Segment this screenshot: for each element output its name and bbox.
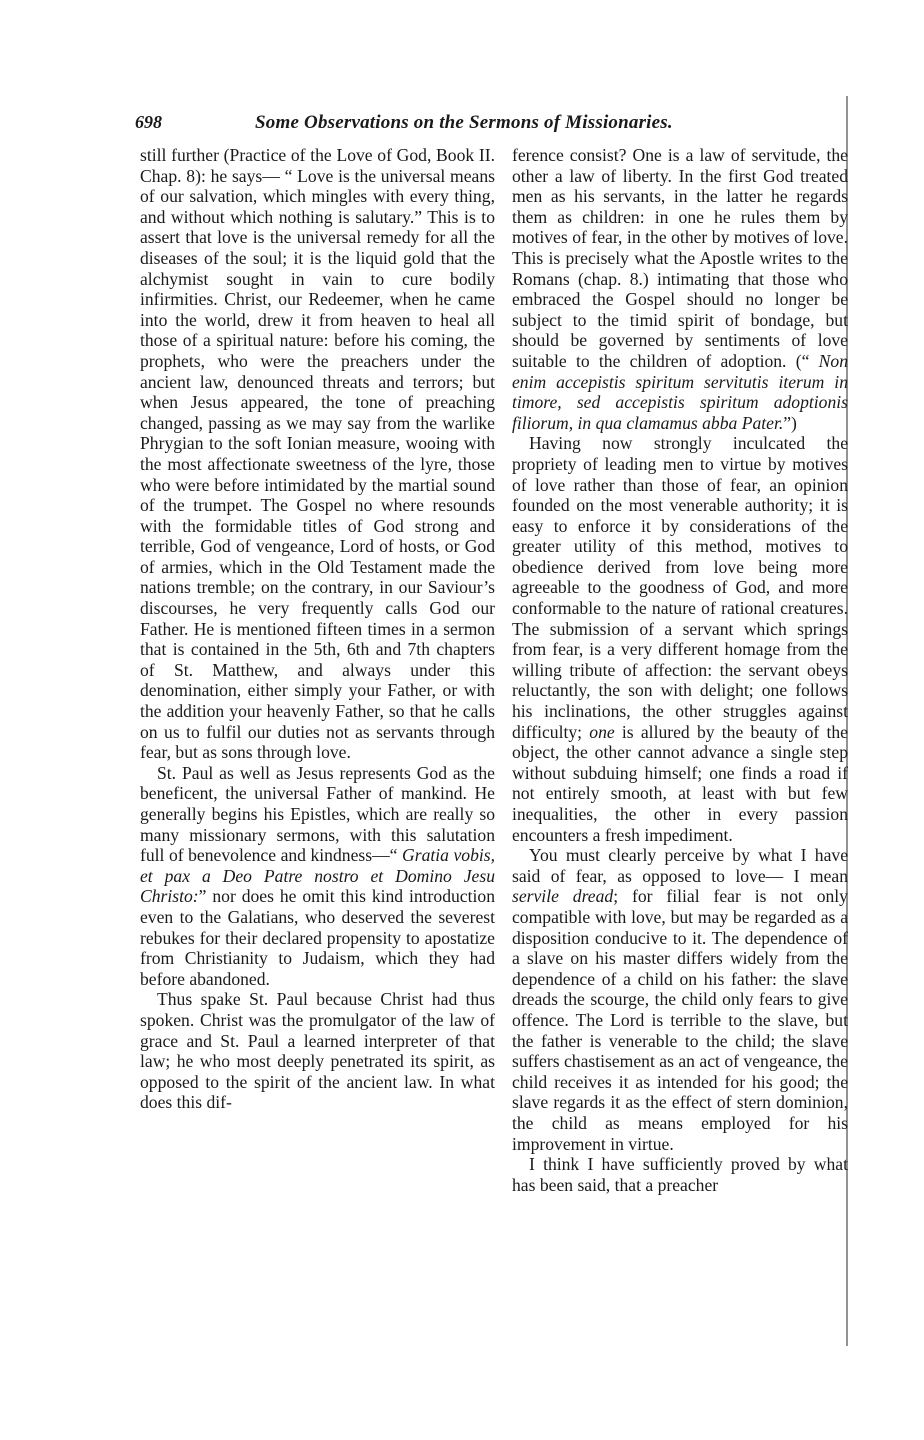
paragraph (512, 433, 848, 845)
page-header (135, 112, 855, 142)
paragraph-text: St. Paul as well as Jesus represents God as the beneficent, the universal Father of mankind. He generally begins his Epistles, which are really so many missionary sermons, with this salutation full of benevolence and kindness—“ (140, 762, 495, 866)
paragraph (512, 845, 848, 1154)
paragraph-text: is allured by the beauty of the object, the other cannot advance a single step without subduing himself; one finds a road if not entirely smooth, at least with but few inequalities, the other in every passion encounters a fresh impediment. (512, 721, 848, 845)
page-number: 698 (135, 112, 162, 132)
paragraph-text: You must clearly perceive by what I have said of fear, as opposed to love— I mean (512, 845, 848, 886)
paragraph (512, 145, 848, 433)
right-column (512, 145, 848, 1195)
emphasis: one (589, 721, 615, 742)
running-title: Some Observations on the Sermons of Missionaries. (255, 112, 673, 133)
paragraph: still further (Practice of the Love of God, Book II. Chap. 8): he says— “ Love is the universal means of our salvation, which mingles with every thing, and without which nothing is salutary.” This is to assert that love is the universal remedy for all the diseases of the soul; it is the liquid gold that the alchymist sought in vain to cure bodily infirmities. Christ, our Redeemer, when he came into the world, drew it from heaven to heal all those of a spiritual nature: before his coming, the prophets, who were the preachers under the ancient law, denounced threats and terrors; but when Jesus appeared, the tone of preaching changed, passing as we may say from the warlike Phrygian to the soft Ionian measure, wooing with the most affectionate sweetness of the lyre, those who were before intimidated by the martial sound of the trumpet. The Gospel no where resounds with the formidable titles of God strong and terrible, God of vengeance, Lord of hosts, or God of armies, which in the Old Testament made the nations tremble; on the contrary, in our Saviour’s discourses, he very frequently calls God our Father. He is mentioned fifteen times in a sermon that is contained in the 5th, 6th and 7th chapters of St. Matthew, and always under this denomination, either simply your Father, or with the addition your heavenly Father, so that he calls on us to fulfil our duties not as servants through fear, but as sons through love. (140, 145, 495, 763)
paragraph: Thus spake St. Paul because Christ had thus spoken. Christ was the promulgator of the law of grace and St. Paul a learned interpreter of that law; he who most deeply penetrated its spirit, as opposed to the spirit of the ancient law. In what does this dif- (140, 989, 495, 1113)
paragraph-text: ”) (783, 412, 797, 433)
left-column (140, 145, 495, 1113)
latin-quotation: Non enim accepistis spiritum servitutis iterum in timore, sed accepistis spiritum adoptionis filiorum, in qua clamamus abba Pater. (512, 350, 848, 433)
paragraph-text: ” nor does he omit this kind introduction even to the Galatians, who deserved the severest rebukes for their declared propensity to apostatize from Christianity to Judaism, which they had before abandoned. (140, 886, 495, 989)
latin-quotation: Gratia vobis, et pax a Deo Patre nostro et Domino Jesu Christo: (140, 845, 495, 907)
emphasis: servile dread (512, 886, 614, 907)
paragraph-text: ference consist? One is a law of servitude, the other a law of liberty. In the first God treated men as his servants, in the latter he regards them as children: in one he rules them by motives of fear, in the other by motives of love. This is precisely what the Apostle writes to the Romans (chap. 8.) intimating that those who embraced the Gospel should no longer be subject to the timid spirit of bondage, but should be governed by sentiments of love suitable to the children of adoption. (“ (512, 145, 848, 371)
paragraph: I think I have sufficiently proved by what has been said, that a preacher (512, 1154, 848, 1195)
paragraph (140, 763, 495, 990)
paragraph-text: Having now strongly inculcated the propriety of leading men to virtue by motives of love rather than those of fear, an opinion founded on the most venerable authority; it is easy to enforce it by considerations of the greater utility of this method, motives to obedience derived from love being more agreeable to the goodness of God, and more conformable to the nature of rational creatures. The submission of a servant which springs from fear, is a very different homage from the willing tribute of affection: the servant obeys reluctantly, the son with delight; one follows his inclinations, the other struggles against difficulty; (512, 433, 848, 742)
paragraph-text: ; for filial fear is not only compatible with love, but may be regarded as a disposition conducive to it. The dependence of a slave on his master differs widely from the dependence of a child on his father: the slave dreads the scourge, the child only fears to give offence. The Lord is terrible to the slave, but the father is venerable to the child; the slave suffers chastisement as an act of vengeance, the child receives it as intended for his good; the slave regards it as the effect of stern dominion, the child as means employed for his improvement in virtue. (512, 886, 848, 1154)
